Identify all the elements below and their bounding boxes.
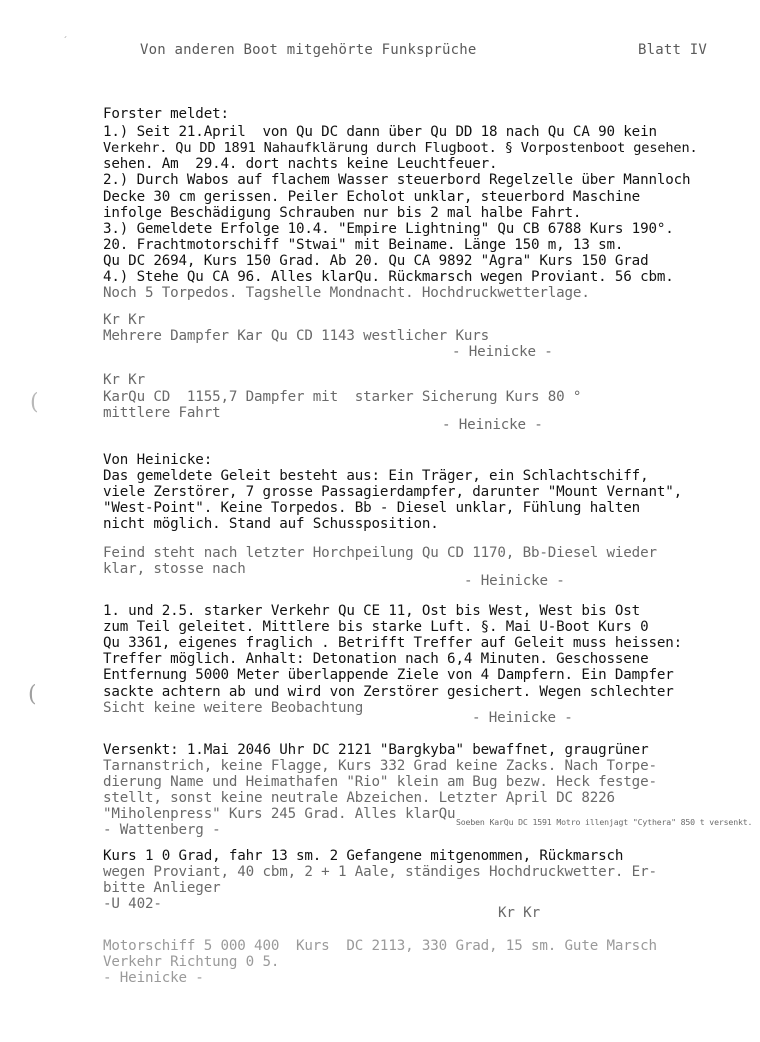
text-line: Noch 5 Torpedos. Tagshelle Mondnacht. Hochdruckwetterlage. [103, 285, 590, 301]
text-line: stellt, sonst keine neutrale Abzeichen. Letzter April DC 8226 [103, 790, 615, 806]
text-line: 3.) Gemeldete Erfolge 10.4. "Empire Lightning" Qu CB 6788 Kurs 190°. [103, 221, 674, 237]
text-line: Verkehr Richtung 0 5. [103, 954, 280, 970]
text-line: mittlere Fahrt [103, 405, 221, 421]
text-line: 2.) Durch Wabos auf flachem Wasser steuerbord Regelzelle über Mannloch [103, 172, 691, 188]
text-line: Verkehr. Qu DD 1891 Nahaufklärung durch Flugboot. § Vorpostenboot gesehen. [103, 140, 698, 156]
signature-line: - Heinicke - [472, 710, 573, 726]
text-line: Mehrere Dampfer Kar Qu CD 1143 westlicher Kurs [103, 328, 490, 344]
text-line: dierung Name und Heimathafen "Rio" klein am Bug bezw. Heck festge- [103, 774, 657, 790]
text-line: sackte achtern ab und wird von Zerstörer gesichert. Wegen schlechter [103, 684, 674, 700]
document-title: Von anderen Boot mitgehörte Funksprüche [140, 42, 477, 58]
signature-line: Soeben KarQu DC 1591 Motro illenjagt "Cythera" 850 t versenkt. [456, 817, 753, 827]
text-line: Kurs 1 0 Grad, fahr 13 sm. 2 Gefangene mitgenommen, Rückmarsch [103, 848, 624, 864]
text-line: - Wattenberg - [103, 822, 221, 838]
text-line: KarQu CD 1155,7 Dampfer mit starker Sicherung Kurs 80 ° [103, 389, 582, 405]
text-line: Versenkt: 1.Mai 2046 Uhr DC 2121 "Bargkyba" bewaffnet, graugrüner [103, 742, 649, 758]
text-line: -U 402- [103, 896, 162, 912]
text-line: Qu 3361, eigenes fraglich . Betrifft Treffer auf Geleit muss heissen: [103, 635, 683, 651]
text-line: sehen. Am 29.4. dort nachts keine Leuchtfeuer. [103, 156, 498, 172]
scan-mark: ´ [62, 36, 69, 47]
text-line: klar, stosse nach [103, 561, 246, 577]
text-line: Treffer möglich. Anhalt: Detonation nach 6,4 Minuten. Geschossene [103, 651, 649, 667]
text-line: zum Teil geleitet. Mittlere bis starke Luft. §. Mai U-Boot Kurs 0 [103, 619, 649, 635]
text-line: 20. Frachtmotorschiff "Stwai" mit Beiname. Länge 150 m, 13 sm. [103, 237, 624, 253]
text-line: "Miholenpress" Kurs 245 Grad. Alles klarQu [103, 806, 456, 822]
text-line: Forster meldet: [103, 106, 229, 122]
punch-hole-mark: ( [28, 682, 37, 707]
punch-hole-mark: ( [30, 390, 39, 415]
text-line: infolge Beschädigung Schrauben nur bis 2 mal halbe Fahrt. [103, 205, 582, 221]
text-line: - Heinicke - [103, 970, 204, 986]
page-label: Blatt IV [638, 42, 708, 58]
text-line: Kr Kr [103, 312, 145, 328]
text-line: wegen Proviant, 40 cbm, 2 + 1 Aale, ständiges Hochdruckwetter. Er- [103, 864, 657, 880]
text-line: Decke 30 cm gerissen. Peiler Echolot unklar, steuerbord Maschine [103, 189, 641, 205]
signature-line: Kr Kr [498, 905, 540, 921]
text-line: bitte Anlieger [103, 880, 221, 896]
text-line: 4.) Stehe Qu CA 96. Alles klarQu. Rückmarsch wegen Proviant. 56 cbm. [103, 269, 674, 285]
text-line: Kr Kr [103, 372, 145, 388]
text-line: 1. und 2.5. starker Verkehr Qu CE 11, Ost bis West, West bis Ost [103, 603, 641, 619]
text-line: 1.) Seit 21.April von Qu DC dann über Qu DD 18 nach Qu CA 90 kein [103, 124, 657, 140]
signature-line: - Heinicke - [442, 417, 543, 433]
text-line: Sicht keine weitere Beobachtung [103, 700, 364, 716]
text-line: "West-Point". Keine Torpedos. Bb - Diesel unklar, Fühlung halten [103, 500, 641, 516]
text-line: viele Zerstörer, 7 grosse Passagierdampfer, darunter "Mount Vernant", [103, 484, 683, 500]
text-line: Motorschiff 5 000 400 Kurs DC 2113, 330 Grad, 15 sm. Gute Marsch [103, 938, 657, 954]
text-line: Von Heinicke: [103, 452, 213, 468]
text-line: Feind steht nach letzter Horchpeilung Qu CD 1170, Bb-Diesel wieder [103, 545, 657, 561]
text-line: Entfernung 5000 Meter überlappende Ziele von 4 Dampfern. Ein Dampfer [103, 667, 674, 683]
text-line: Das gemeldete Geleit besteht aus: Ein Träger, ein Schlachtschiff, [103, 468, 649, 484]
text-line: Tarnanstrich, keine Flagge, Kurs 332 Grad keine Zacks. Nach Torpe- [103, 758, 657, 774]
text-line: nicht möglich. Stand auf Schussposition. [103, 516, 439, 532]
signature-line: - Heinicke - [464, 573, 565, 589]
signature-line: - Heinicke - [452, 344, 553, 360]
text-line: Qu DC 2694, Kurs 150 Grad. Ab 20. Qu CA 9892 "Agra" Kurs 150 Grad [103, 253, 649, 269]
